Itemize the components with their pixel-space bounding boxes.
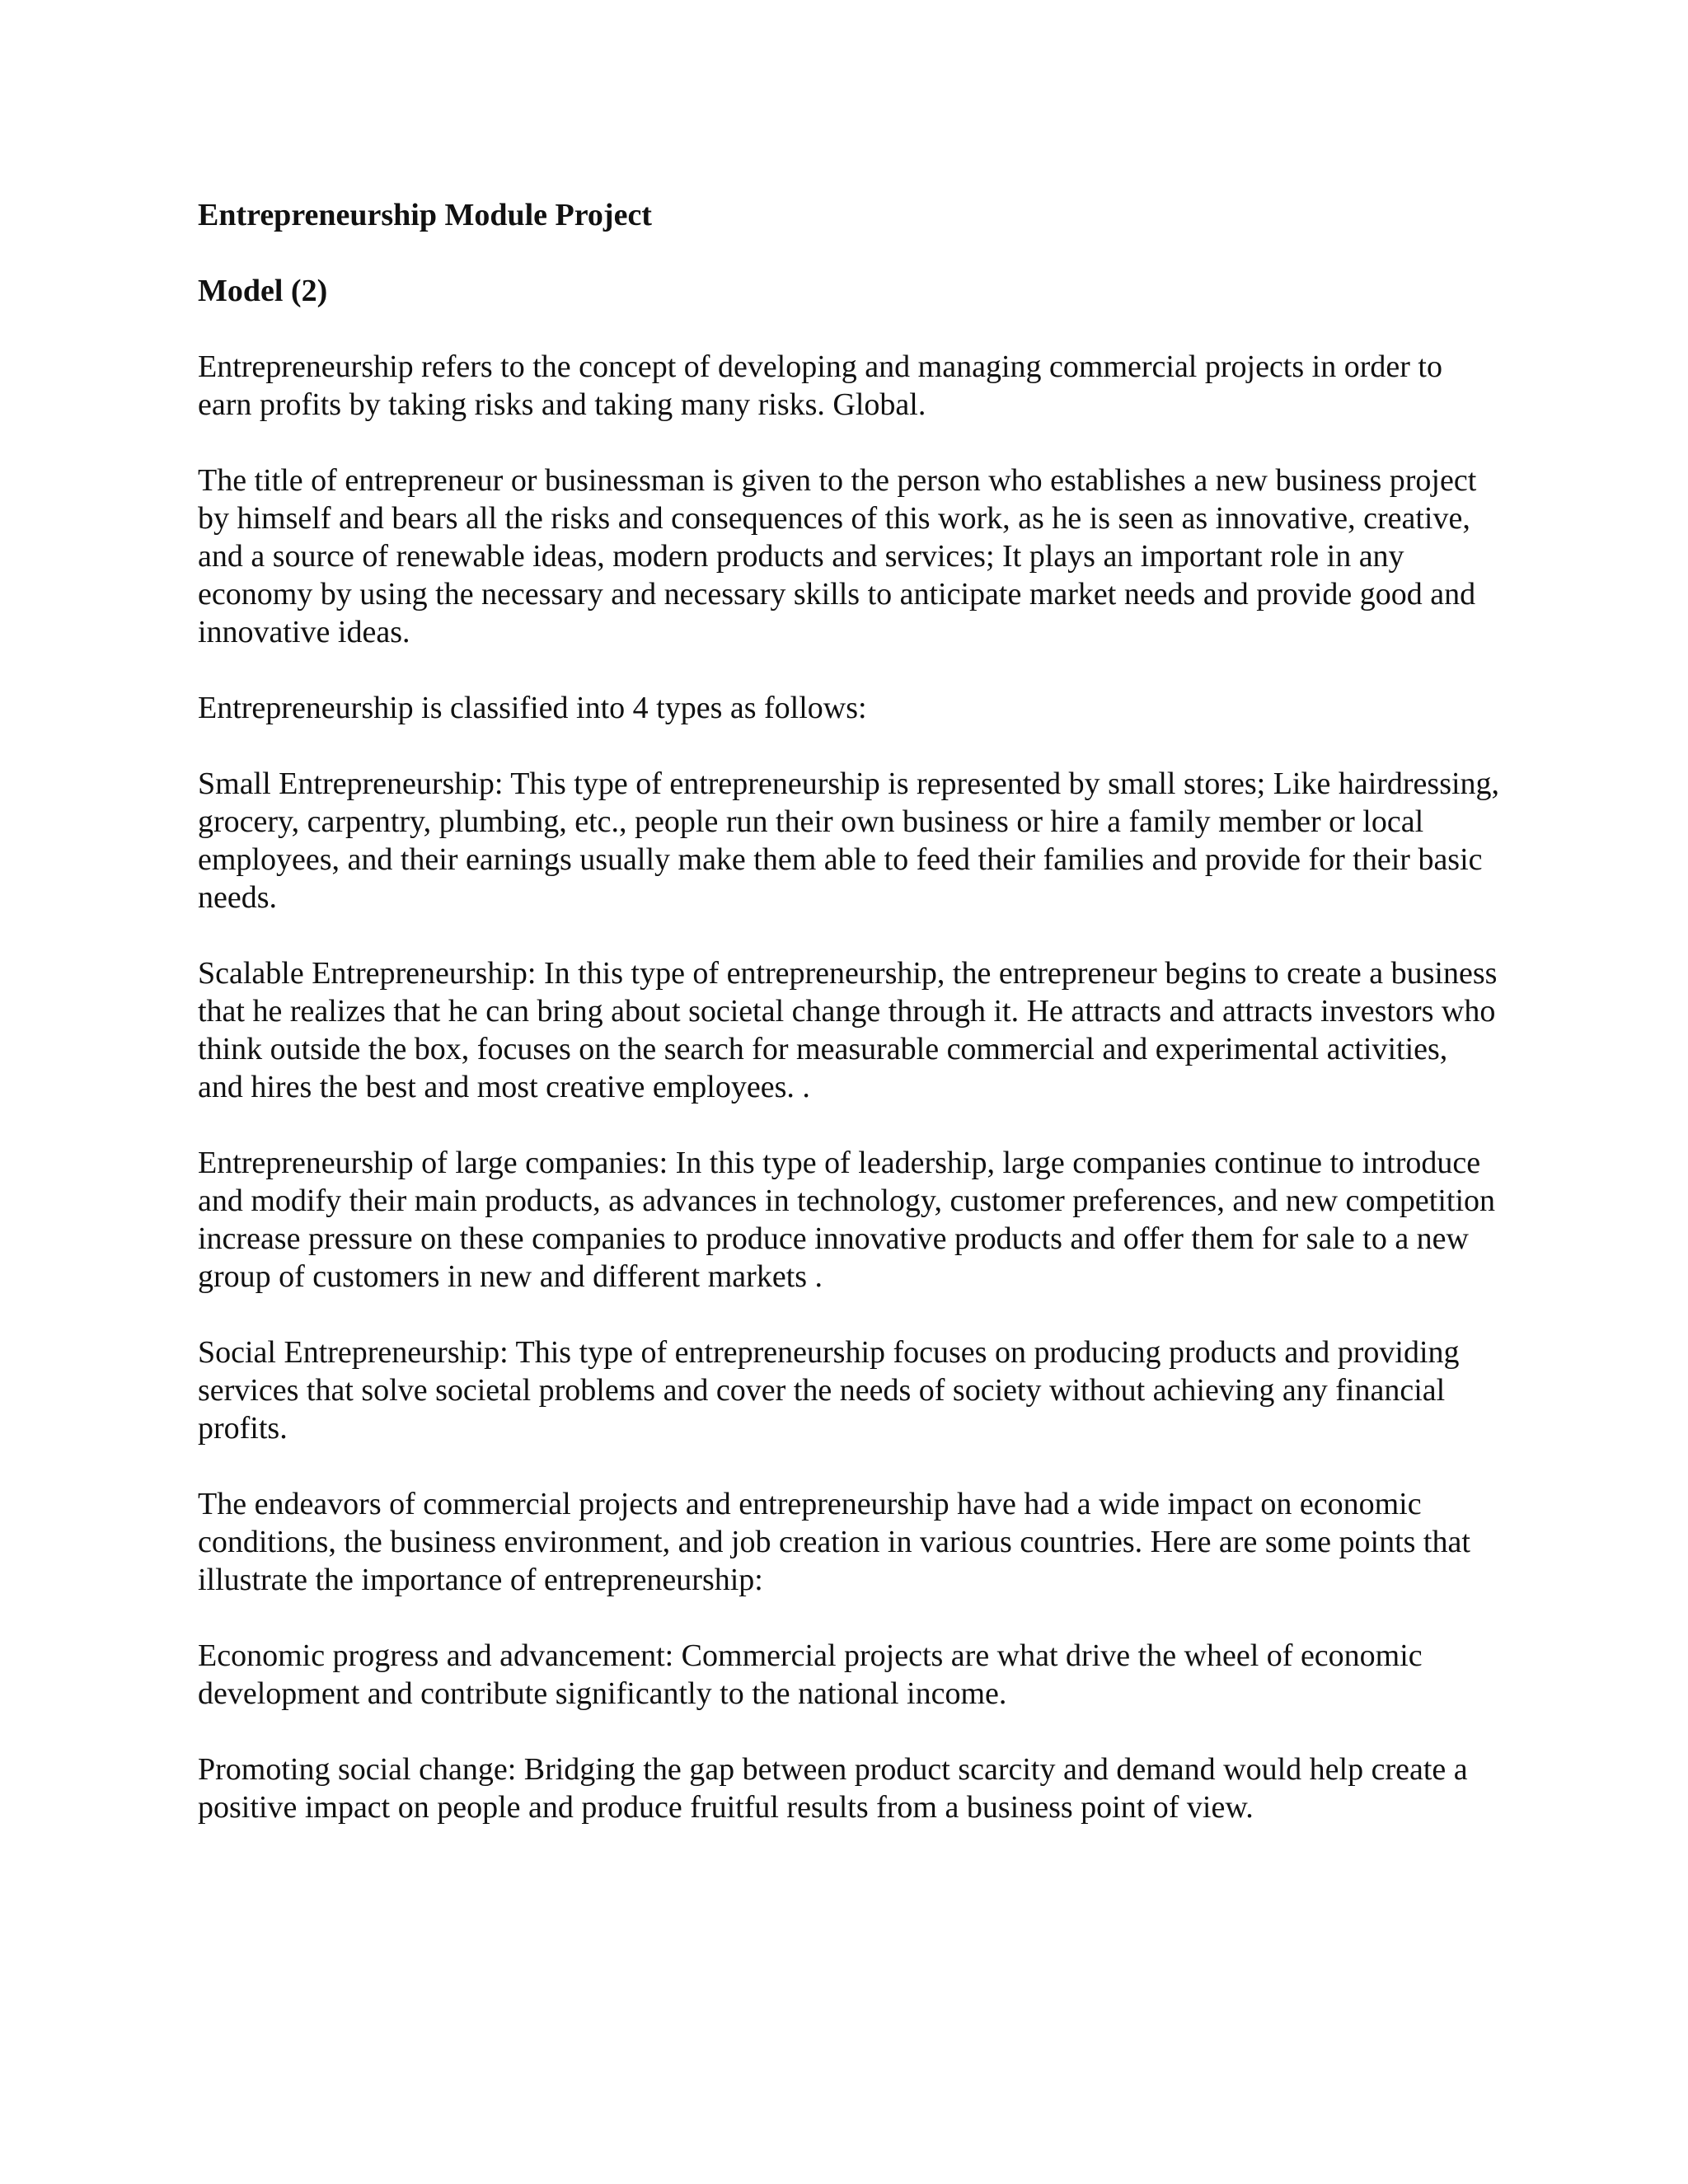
paragraph-economic-progress: Economic progress and advancement: Commercial projects are what drive the wheel of economic development and contribute significantly to the national income. (198, 1638, 1423, 1711)
paragraph-social-change: Promoting social change: Bridging the gap between product scarcity and demand would help create a positive impact on people and produce fruitful results from a business point of view. (198, 1752, 1468, 1825)
paragraph-types-intro: Entrepreneurship is classified into 4 types as follows: (198, 691, 867, 725)
paragraph-social-entrepreneurship: Social Entrepreneurship: This type of entrepreneurship focuses on producing products and providing services that solve societal problems and cover the needs of society without achieving any financial profits. (198, 1335, 1460, 1446)
paragraph-entrepreneur-title: The title of entrepreneur or businessman is given to the person who establishes a new business project by himself and bears all the risks and consequences of this work, as he is seen as innovative, creative, and a source of renewable ideas, modern products and services; It plays an important role in any economy by using the necessary and necessary skills to anticipate market needs and provide good and innovative ideas. (198, 463, 1477, 649)
paragraph-scalable-entrepreneurship: Scalable Entrepreneurship: In this type of entrepreneurship, the entrepreneur begins to create a business that he realizes that he can bring about societal change through it. He attracts and attracts investors who think outside the box, focuses on the search for measurable commercial and experimental activities, and hires the best and most creative employees. . (198, 956, 1498, 1104)
document-title: Entrepreneurship Module Project (198, 198, 652, 232)
document-subtitle: Model (2) (198, 274, 328, 308)
paragraph-small-entrepreneurship: Small Entrepreneurship: This type of entrepreneurship is represented by small stores; Like hairdressing, grocery, carpentry, plumbing, etc., people run their own business or hire a family member or local employees, and their earnings usually make them able to feed their families and provide for their basic needs. (198, 766, 1500, 915)
paragraph-importance-intro: The endeavors of commercial projects and entrepreneurship have had a wide impact on economic conditions, the business environment, and job creation in various countries. Here are some points that illustrate the importance of entrepreneurship: (198, 1487, 1470, 1597)
paragraph-definition: Entrepreneurship refers to the concept of developing and managing commercial projects in order to earn profits by taking risks and taking many risks. Global. (198, 349, 1442, 422)
paragraph-large-companies: Entrepreneurship of large companies: In this type of leadership, large companies continue to introduce and modify their main products, as advances in technology, customer preferences, and new competition increase pressure on these companies to produce innovative products and offer them for sale to a new group of customers in new and different markets . (198, 1146, 1496, 1294)
document-body (198, 196, 1500, 1864)
